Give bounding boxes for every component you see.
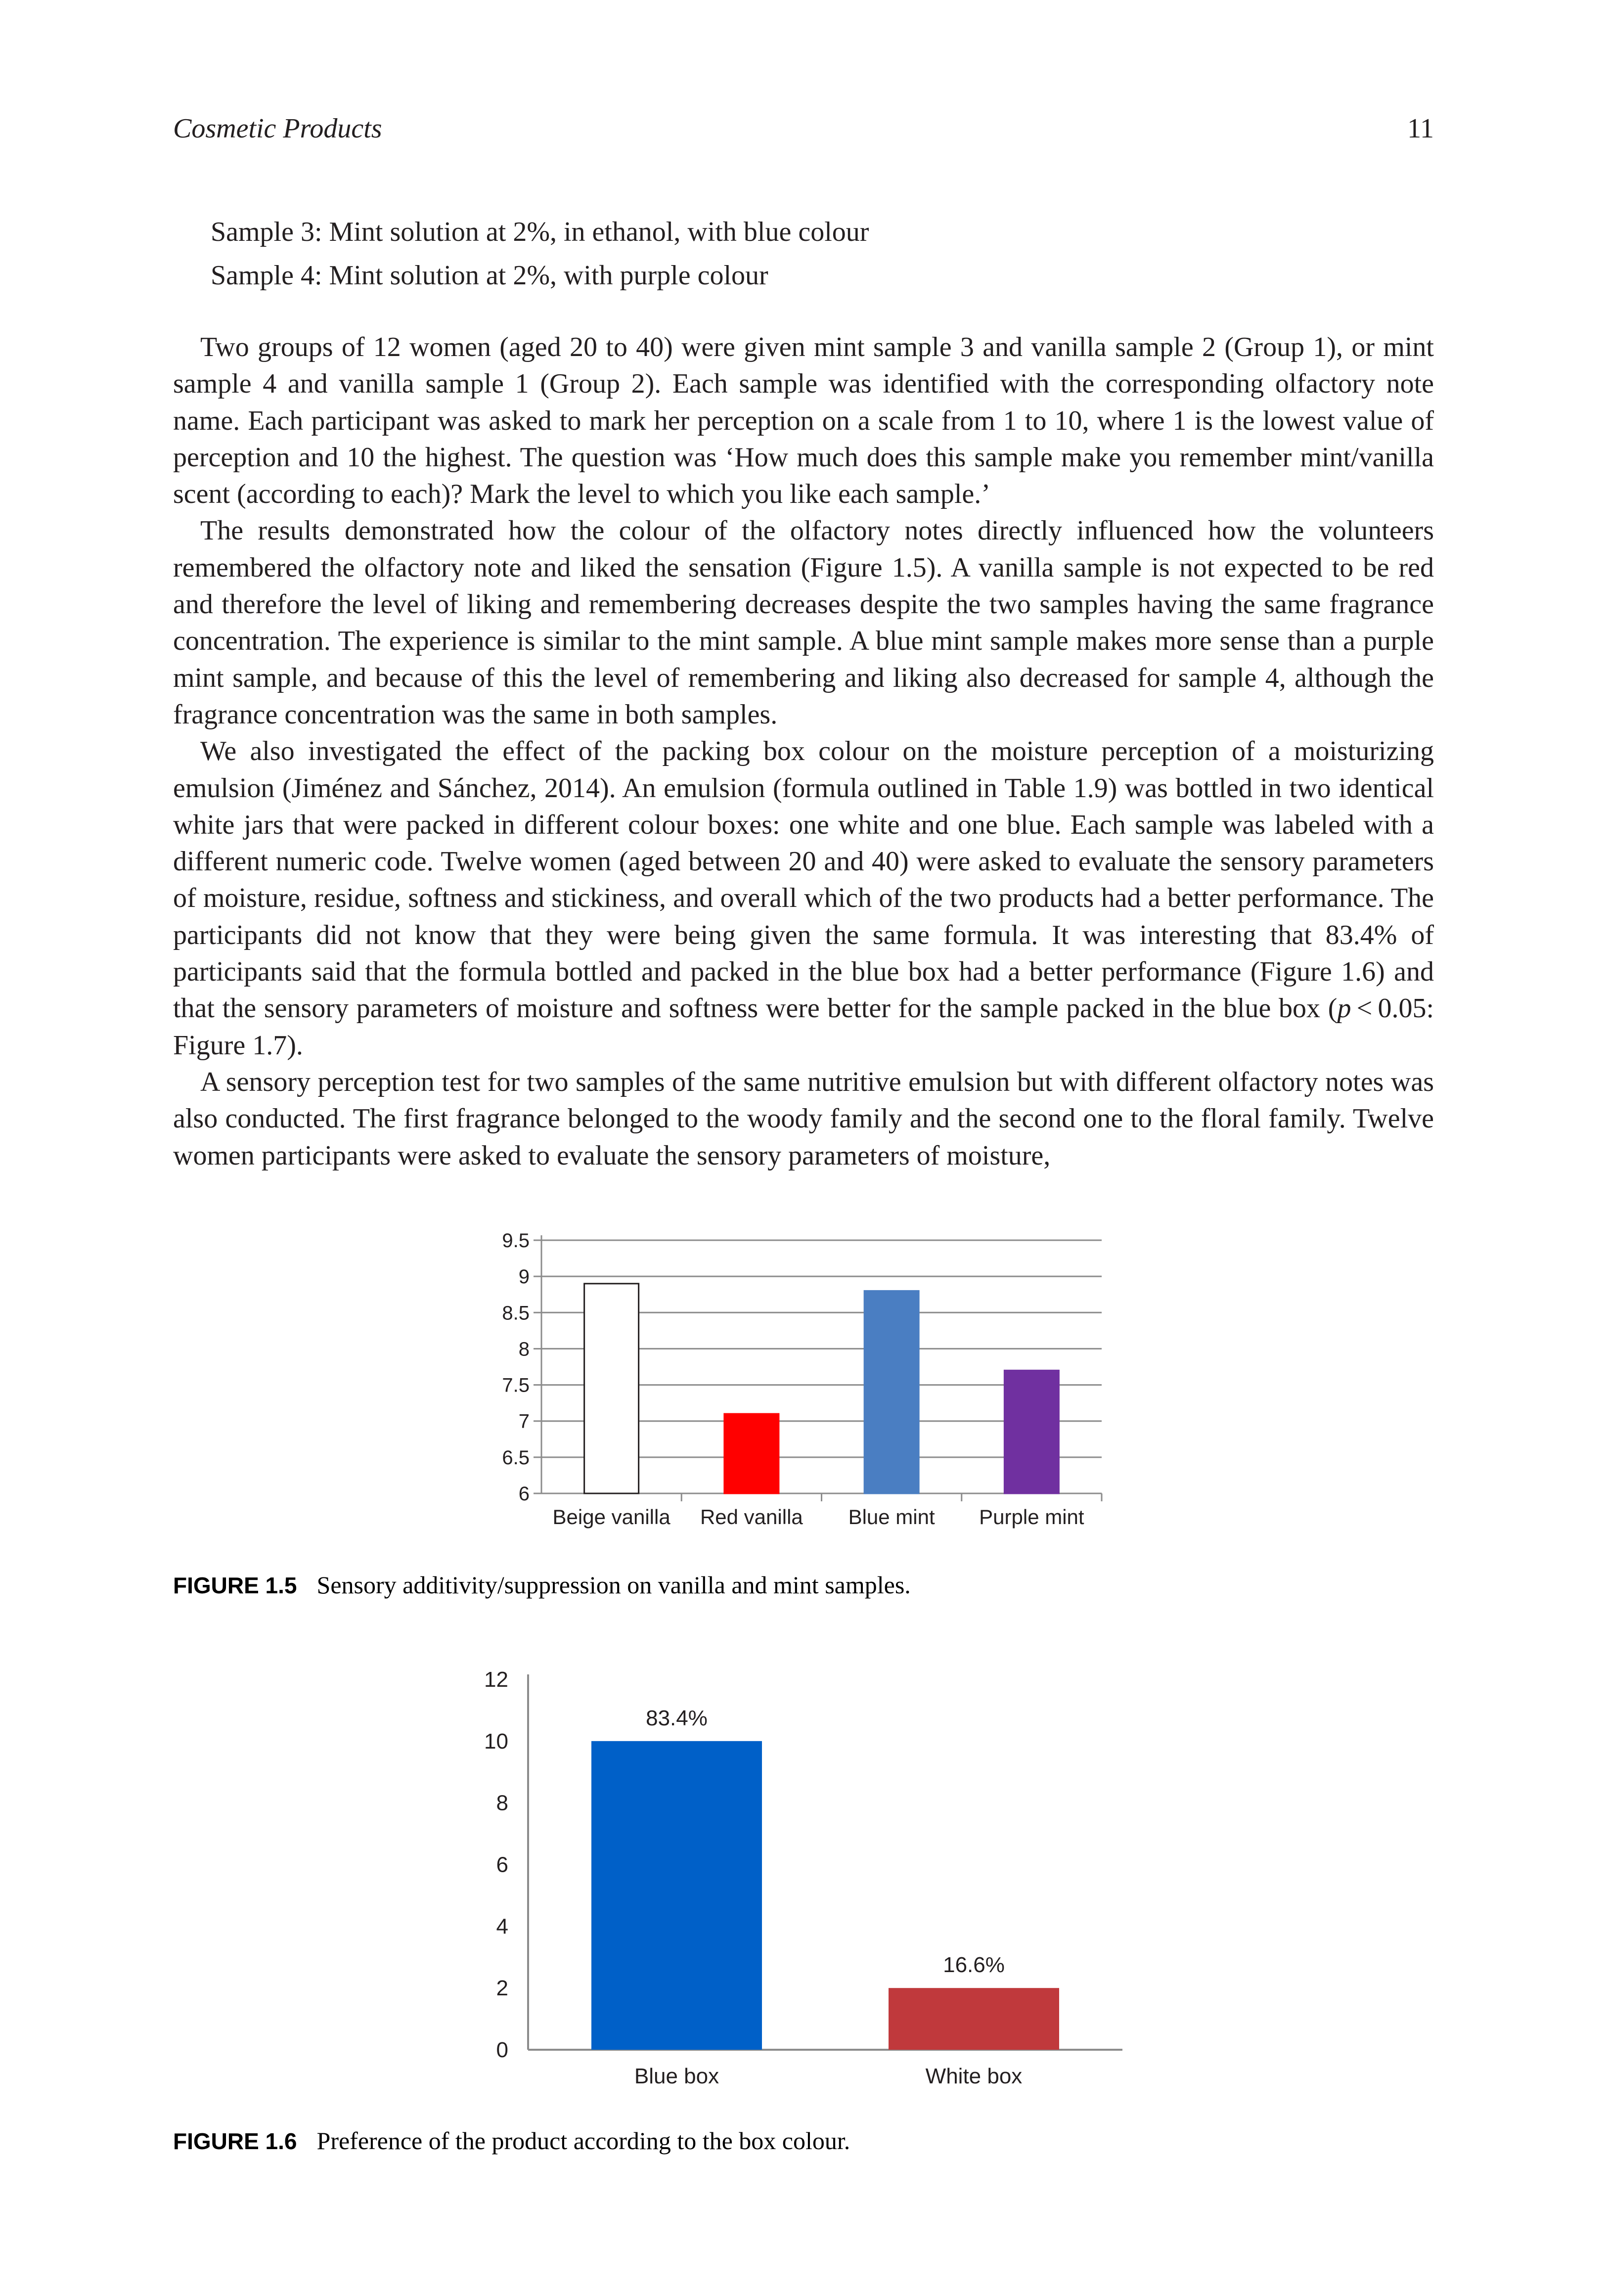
x-tick-label: Blue box (634, 2064, 719, 2088)
figure-1-6-caption (173, 2126, 850, 2155)
running-title: Cosmetic Products (173, 113, 382, 144)
y-tick-label: 2 (496, 1976, 508, 2001)
x-tick-label: Purple mint (979, 1505, 1084, 1529)
bar (889, 1988, 1059, 2050)
figure-label: FIGURE 1.6 (173, 2128, 297, 2154)
paragraph: Two groups of 12 women (aged 20 to 40) were given mint sample 3 and vanilla sample 2 (Group 1), or mint sample 4 and vanilla sample 1 (Group 2). Each sample was identified with the corresponding olfactory note name. Each participant was asked to mark her perception on a scale from 1 to 10, where 1 is the lowest value of perception and 10 the highest. The question was ‘How much does this sample make you remember mint/vanilla scent (according to each)? Mark the level to which you like each sample.’ (173, 332, 1434, 510)
y-tick-label: 6 (518, 1483, 530, 1505)
y-tick-label: 0 (496, 2038, 508, 2062)
y-tick-label: 6 (496, 1852, 508, 1877)
data-label: 16.6% (943, 1953, 1005, 1978)
y-tick-label: 7 (518, 1410, 530, 1433)
y-tick-label: 6.5 (502, 1446, 530, 1469)
paragraph-text: We also investigated the effect of the packing box colour on the moisture perception of a moisturizing emulsion (Jiménez and Sánchez, 2014). An emulsion (formula outlined in Table 1.9) was bottled in two identical white jars that were packed in different colour boxes: one white and one blue. Each sample was labeled with a different numeric code. Twelve women (aged between 20 and 40) were asked to evaluate the sensory parameters of moisture, residue, softness and stickiness, and overall which of the two products had a better performance. The participants did not know that they were being given the same formula. It was interesting that 83.4% of participants said that the formula bottled and packed in the blue box had a better performance (Figure 1.6) and that the sensory parameters of moisture and softness were better for the sample packed in the blue box ( (173, 736, 1434, 1024)
y-tick-label: 9.5 (502, 1230, 530, 1252)
sample-item: Sample 3: Mint solution at 2%, in ethanol, with blue colour (211, 217, 869, 247)
x-tick-label: Red vanilla (700, 1505, 803, 1529)
sample-item: Sample 4: Mint solution at 2%, with purple colour (211, 260, 768, 291)
y-tick-label: 8 (518, 1338, 530, 1360)
p-value-symbol: p (1337, 993, 1351, 1024)
y-tick-label: 10 (484, 1729, 508, 1754)
caption-text: Sensory additivity/suppression on vanilla and mint samples. (316, 1571, 911, 1599)
paragraph-text: < 0.05: Figure 1.7). (173, 993, 1434, 1061)
page-number: 11 (1407, 113, 1434, 144)
y-tick-label: 8.5 (502, 1302, 530, 1324)
bar (591, 1741, 762, 2050)
y-tick-label: 4 (496, 1914, 508, 1939)
y-tick-label: 9 (518, 1266, 530, 1288)
paragraph: The results demonstrated how the colour of the olfactory notes directly influenced how the volunteers remembered the olfactory note and liked the sensation (Figure 1.5). A vanilla sample is not expected to be red and therefore the level of liking and remembering decreases despite the two samples having the same fragrance concentration. The experience is similar to the mint sample. A blue mint sample makes more sense than a purple mint sample, and because of this the level of remembering and liking also decreased for sample 4, although the fragrance concentration was the same in both samples. (173, 515, 1434, 730)
y-tick-label: 12 (484, 1667, 508, 1692)
paragraph: A sensory perception test for two samples of the same nutritive emulsion but with different olfactory notes was also conducted. The first fragrance belonged to the woody family and the second one to the floral family. Twelve women participants were asked to evaluate the sensory parameters of moisture, (173, 1066, 1434, 1171)
y-tick-label: 8 (496, 1791, 508, 1815)
x-tick-label: Blue mint (848, 1505, 935, 1529)
figure-label: FIGURE 1.5 (173, 1573, 297, 1598)
x-tick-label: White box (925, 2064, 1023, 2088)
caption-text: Preference of the product according to the box colour. (316, 2127, 850, 2155)
data-label: 83.4% (646, 1706, 708, 1730)
x-tick-label: Beige vanilla (552, 1505, 670, 1529)
y-tick-label: 7.5 (502, 1374, 530, 1396)
